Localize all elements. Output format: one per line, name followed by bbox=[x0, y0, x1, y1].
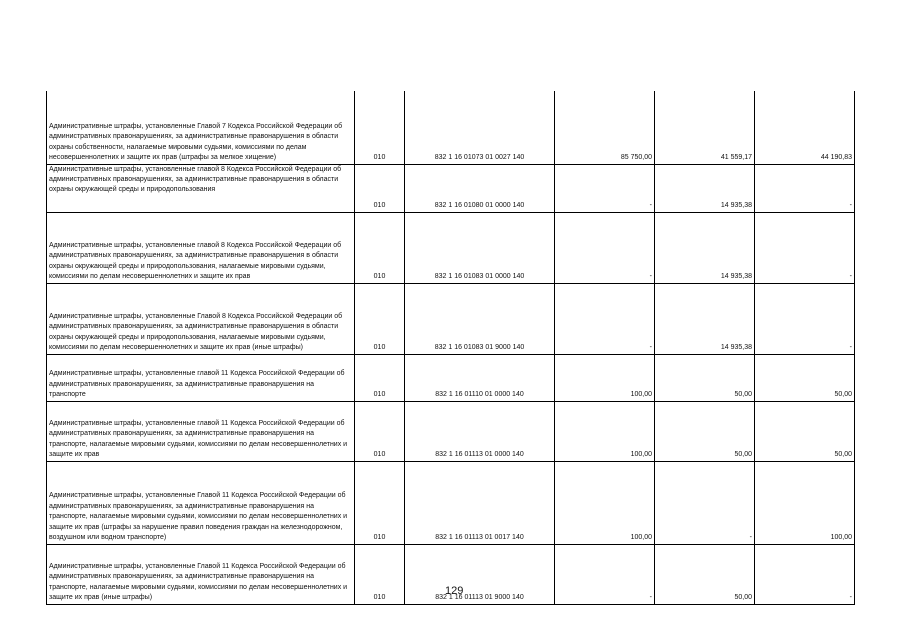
row-name-cell bbox=[47, 164, 355, 212]
row-code-cell: 010 bbox=[355, 544, 405, 604]
row-executed-cell: - bbox=[655, 461, 755, 544]
row-kbk-cell: 832 1 16 01080 01 0000 140 bbox=[405, 164, 555, 212]
row-kbk-cell: 832 1 16 01083 01 9000 140 bbox=[405, 283, 555, 354]
table-row bbox=[47, 354, 855, 401]
table-row bbox=[47, 461, 855, 544]
row-remaining-cell: - bbox=[755, 283, 855, 354]
revenue-table bbox=[46, 91, 855, 605]
row-name: Административные штрафы, установленные Главой 8 Кодекса Российской Федерации об административных правонарушениях, за административные правонарушения в области охраны окружающей среды и природопользования, налагаемые мировыми судьями, комиссиями по делам несовершеннолетних и защите их прав (иные штрафы) bbox=[49, 312, 343, 352]
row-executed-cell: 50,00 bbox=[655, 354, 755, 401]
row-name: Административные штрафы, установленные Главой 7 Кодекса Российской Федерации об административных правонарушениях, за административные правонарушения в области охраны собственности, налагаемые мировыми судьями, комиссиями по делам несовершеннолетних и защите их прав (штрафы за мелкое хищение) bbox=[49, 122, 343, 162]
row-remaining-cell: - bbox=[755, 164, 855, 212]
row-code-cell: 010 bbox=[355, 91, 405, 164]
row-name-cell bbox=[47, 401, 355, 461]
row-remaining-cell: - bbox=[755, 212, 855, 283]
row-code-cell: 010 bbox=[355, 354, 405, 401]
row-executed-cell: 14 935,38 bbox=[655, 283, 755, 354]
row-executed-cell: 14 935,38 bbox=[655, 212, 755, 283]
table-row bbox=[47, 212, 855, 283]
row-plan-cell: 100,00 bbox=[555, 354, 655, 401]
row-code-cell: 010 bbox=[355, 401, 405, 461]
row-remaining-cell: 100,00 bbox=[755, 461, 855, 544]
row-name-cell bbox=[47, 283, 355, 354]
row-name-cell bbox=[47, 354, 355, 401]
row-code-cell: 010 bbox=[355, 461, 405, 544]
row-executed-cell: 50,00 bbox=[655, 401, 755, 461]
row-name: Административные штрафы, установленные главой 11 Кодекса Российской Федерации об административных правонарушениях, за административные правонарушения на транспорте, налагаемые мировыми судьями, комиссиями по делам несовершеннолетних и защите их прав bbox=[49, 419, 348, 459]
row-name: Административные штрафы, установленные Главой 11 Кодекса Российской Федерации об административных правонарушениях, за административные правонарушения на транспорте, налагаемые мировыми судьями, комиссиями по делам несовершеннолетних и защите их прав (иные штрафы) bbox=[49, 562, 348, 602]
row-name-cell bbox=[47, 544, 355, 604]
row-plan-cell: 85 750,00 bbox=[555, 91, 655, 164]
row-name-cell bbox=[47, 461, 355, 544]
table-row bbox=[47, 164, 855, 212]
row-name: Административные штрафы, установленные главой 8 Кодекса Российской Федерации об административных правонарушениях, за административные правонарушения в области охраны окружающей среды и природопользования bbox=[49, 165, 342, 194]
row-remaining-cell: 50,00 bbox=[755, 401, 855, 461]
row-executed-cell: 50,00 bbox=[655, 544, 755, 604]
row-name-cell bbox=[47, 91, 355, 164]
row-kbk-cell: 832 1 16 01113 01 0000 140 bbox=[405, 401, 555, 461]
row-remaining-cell: 50,00 bbox=[755, 354, 855, 401]
row-executed-cell: 14 935,38 bbox=[655, 164, 755, 212]
row-plan-cell: - bbox=[555, 212, 655, 283]
row-kbk-cell: 832 1 16 01073 01 0027 140 bbox=[405, 91, 555, 164]
row-executed-cell: 41 559,17 bbox=[655, 91, 755, 164]
row-plan-cell: 100,00 bbox=[555, 461, 655, 544]
table-row bbox=[47, 401, 855, 461]
row-kbk-cell: 832 1 16 01083 01 0000 140 bbox=[405, 212, 555, 283]
row-remaining-cell: 44 190,83 bbox=[755, 91, 855, 164]
row-code-cell: 010 bbox=[355, 164, 405, 212]
row-name-cell bbox=[47, 212, 355, 283]
row-kbk-cell: 832 1 16 01113 01 0017 140 bbox=[405, 461, 555, 544]
page-number: 129 bbox=[445, 585, 464, 597]
row-plan-cell: - bbox=[555, 544, 655, 604]
table-row bbox=[47, 91, 855, 164]
table-row bbox=[47, 283, 855, 354]
row-code-cell: 010 bbox=[355, 283, 405, 354]
table-body bbox=[47, 91, 855, 604]
row-plan-cell: - bbox=[555, 164, 655, 212]
row-kbk-cell: 832 1 16 01113 01 9000 140 bbox=[405, 544, 555, 604]
row-code-cell: 010 bbox=[355, 212, 405, 283]
row-plan-cell: 100,00 bbox=[555, 401, 655, 461]
row-plan-cell: - bbox=[555, 283, 655, 354]
row-name: Административные штрафы, установленные главой 8 Кодекса Российской Федерации об административных правонарушениях, за административные правонарушения в области охраны окружающей среды и природопользования, налагаемые мировыми судьями, комиссиями по делам несовершеннолетних и защите их прав bbox=[49, 241, 342, 281]
row-name: Административные штрафы, установленные Главой 11 Кодекса Российской Федерации об административных правонарушениях, за административные правонарушения на транспорте, налагаемые мировыми судьями, комиссиями по делам несовершеннолетних и защите их прав (штрафы за нарушение правил поведения граждан на железнодорожном, воздушном или водном транспорте) bbox=[49, 492, 348, 542]
row-remaining-cell: - bbox=[755, 544, 855, 604]
row-kbk-cell: 832 1 16 01110 01 0000 140 bbox=[405, 354, 555, 401]
row-name: Административные штрафы, установленные главой 11 Кодекса Российской Федерации об административных правонарушениях, за административные правонарушения на транспорте bbox=[49, 370, 345, 399]
